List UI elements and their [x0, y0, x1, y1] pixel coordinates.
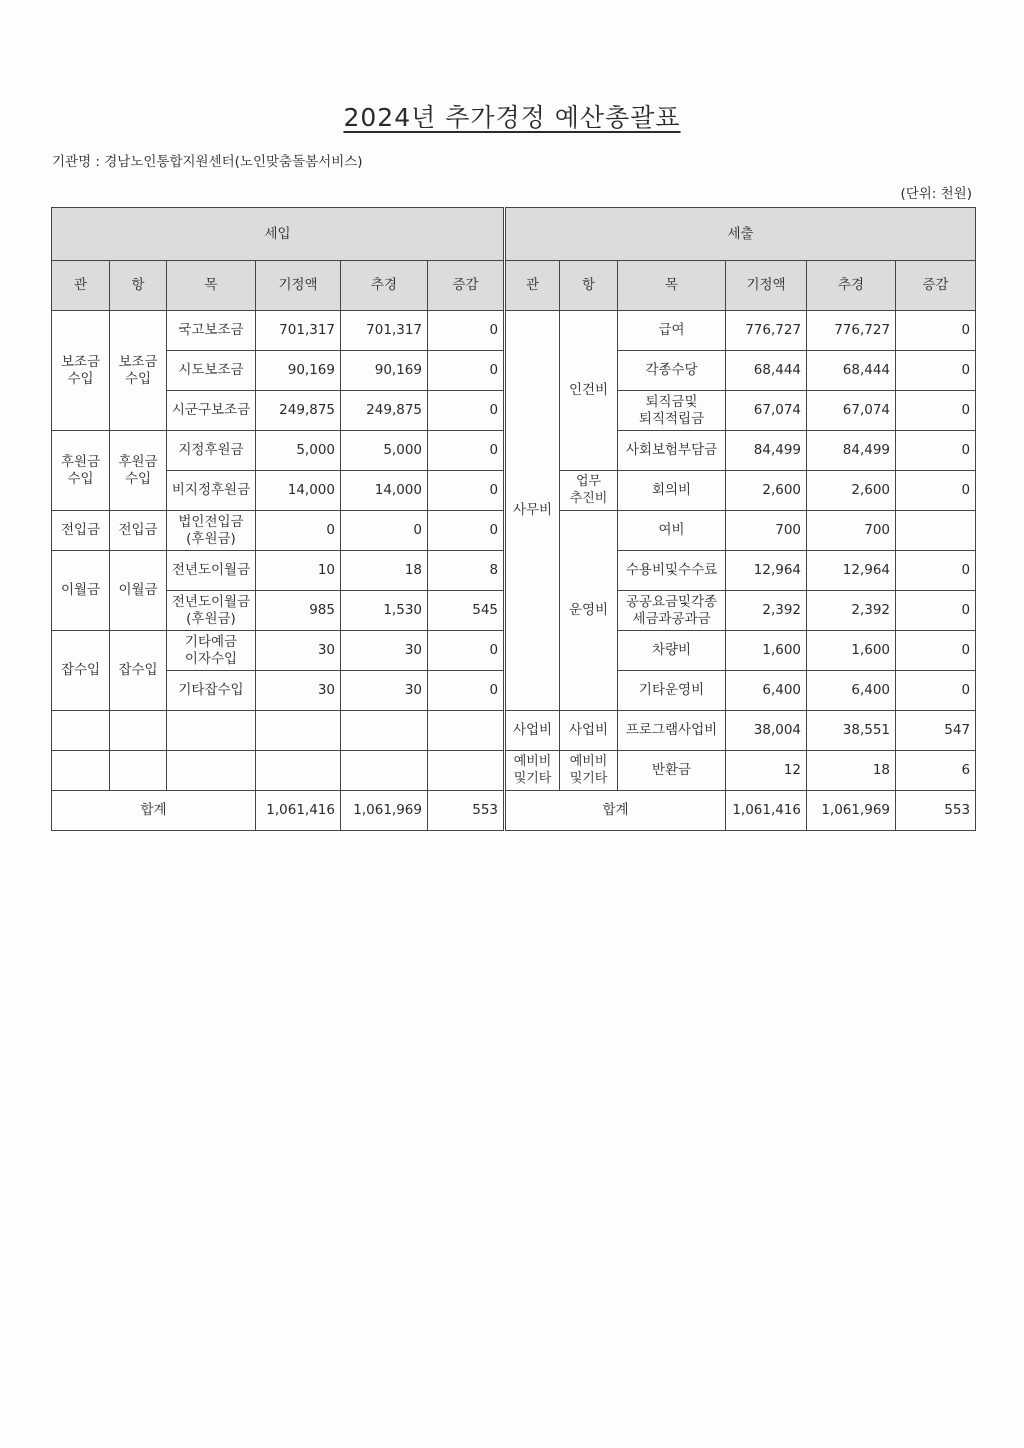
income-revised-header: 추경: [341, 261, 428, 311]
income-empty-cell: [428, 711, 505, 751]
expense-original-cell: 84,499: [726, 431, 807, 471]
income-revised-cell: 18: [341, 551, 428, 591]
income-revised-cell: 90,169: [341, 351, 428, 391]
expense-original-cell: 776,727: [726, 311, 807, 351]
column-header-row: [52, 261, 976, 311]
income-empty-cell: [110, 751, 167, 791]
expense-mok-cell: 사회보험부담금: [618, 431, 726, 471]
expense-revised-cell: 68,444: [807, 351, 896, 391]
income-empty-cell: [110, 711, 167, 751]
expense-revised-cell: 18: [807, 751, 896, 791]
expense-hang-cell: 운영비: [560, 511, 618, 711]
income-mok-header: 목: [167, 261, 256, 311]
expense-change-cell: [896, 511, 976, 551]
income-empty-cell: [256, 751, 341, 791]
expense-mok-cell: 기타운영비: [618, 671, 726, 711]
expense-original-cell: 700: [726, 511, 807, 551]
expense-change-cell: 0: [896, 311, 976, 351]
expense-revised-cell: 6,400: [807, 671, 896, 711]
expense-mok-cell: 회의비: [618, 471, 726, 511]
expense-change-cell: 0: [896, 471, 976, 511]
table-row: [52, 311, 976, 351]
income-gwan-cell: 보조금 수입: [52, 311, 110, 431]
income-section-header: 세입: [52, 208, 505, 261]
income-gwan-header: 관: [52, 261, 110, 311]
income-change-cell: 0: [428, 471, 505, 511]
income-original-cell: 985: [256, 591, 341, 631]
expense-original-cell: 67,074: [726, 391, 807, 431]
expense-change-cell: 0: [896, 391, 976, 431]
income-hang-header: 항: [110, 261, 167, 311]
income-mok-cell: 기타잡수입: [167, 671, 256, 711]
income-change-cell: 0: [428, 631, 505, 671]
income-empty-cell: [341, 751, 428, 791]
expense-revised-cell: 38,551: [807, 711, 896, 751]
expense-mok-cell: 퇴직금및 퇴직적립금: [618, 391, 726, 431]
income-original-header: 기정액: [256, 261, 341, 311]
income-change-cell: 8: [428, 551, 505, 591]
expense-change-cell: 0: [896, 431, 976, 471]
income-gwan-cell: 후원금 수입: [52, 431, 110, 511]
expense-hang-header: 항: [560, 261, 618, 311]
expense-revised-cell: 2,392: [807, 591, 896, 631]
income-total-revised: 1,061,969: [341, 791, 428, 831]
income-mok-cell: 시군구보조금: [167, 391, 256, 431]
unit-label: (단위: 천원): [900, 186, 972, 202]
income-total-original: 1,061,416: [256, 791, 341, 831]
income-change-cell: 0: [428, 431, 505, 471]
expense-hang-cell: 사업비: [560, 711, 618, 751]
expense-section-header: 세출: [505, 208, 976, 261]
section-header-row: [52, 208, 976, 261]
expense-change-header: 증감: [896, 261, 976, 311]
income-revised-cell: 30: [341, 631, 428, 671]
income-mok-cell: 전년도이월금: [167, 551, 256, 591]
income-revised-cell: 14,000: [341, 471, 428, 511]
expense-mok-cell: 공공요금및각종 세금과공과금: [618, 591, 726, 631]
expense-revised-header: 추경: [807, 261, 896, 311]
income-change-cell: 0: [428, 351, 505, 391]
expense-gwan-header: 관: [505, 261, 560, 311]
expense-gwan-cell: 사무비: [505, 311, 560, 711]
income-empty-cell: [341, 711, 428, 751]
expense-original-cell: 12,964: [726, 551, 807, 591]
expense-original-cell: 68,444: [726, 351, 807, 391]
income-original-cell: 90,169: [256, 351, 341, 391]
income-original-cell: 701,317: [256, 311, 341, 351]
expense-total-revised: 1,061,969: [807, 791, 896, 831]
expense-change-cell: 0: [896, 671, 976, 711]
expense-gwan-cell: 예비비 및기타: [505, 751, 560, 791]
income-hang-cell: 이월금: [110, 551, 167, 631]
page-title: [0, 98, 1024, 134]
expense-original-cell: 2,392: [726, 591, 807, 631]
income-original-cell: 30: [256, 671, 341, 711]
income-hang-cell: 전입금: [110, 511, 167, 551]
income-empty-cell: [256, 711, 341, 751]
expense-hang-cell: 업무 추진비: [560, 471, 618, 511]
income-revised-cell: 30: [341, 671, 428, 711]
income-empty-cell: [428, 751, 505, 791]
expense-hang-cell: 인건비: [560, 311, 618, 471]
income-total-change: 553: [428, 791, 505, 831]
income-hang-cell: 잡수입: [110, 631, 167, 711]
expense-mok-cell: 여비: [618, 511, 726, 551]
income-gwan-cell: 잡수입: [52, 631, 110, 711]
income-original-cell: 0: [256, 511, 341, 551]
expense-change-cell: 0: [896, 591, 976, 631]
expense-original-cell: 1,600: [726, 631, 807, 671]
expense-mok-cell: 반환금: [618, 751, 726, 791]
expense-original-cell: 12: [726, 751, 807, 791]
expense-change-cell: 0: [896, 631, 976, 671]
income-mok-cell: 지정후원금: [167, 431, 256, 471]
expense-revised-cell: 2,600: [807, 471, 896, 511]
expense-revised-cell: 67,074: [807, 391, 896, 431]
income-change-cell: 0: [428, 391, 505, 431]
income-change-cell: 0: [428, 671, 505, 711]
expense-original-cell: 2,600: [726, 471, 807, 511]
expense-mok-cell: 차량비: [618, 631, 726, 671]
income-total-label: 합계: [52, 791, 256, 831]
expense-total-label: 합계: [505, 791, 726, 831]
income-change-cell: 0: [428, 511, 505, 551]
table-row: [52, 711, 976, 751]
income-revised-cell: 1,530: [341, 591, 428, 631]
income-original-cell: 14,000: [256, 471, 341, 511]
expense-original-cell: 6,400: [726, 671, 807, 711]
income-mok-cell: 법인전입금 (후원금): [167, 511, 256, 551]
income-revised-cell: 5,000: [341, 431, 428, 471]
expense-total-original: 1,061,416: [726, 791, 807, 831]
expense-gwan-cell: 사업비: [505, 711, 560, 751]
expense-change-cell: 0: [896, 551, 976, 591]
expense-original-header: 기정액: [726, 261, 807, 311]
income-mok-cell: 전년도이월금 (후원금): [167, 591, 256, 631]
income-original-cell: 249,875: [256, 391, 341, 431]
income-revised-cell: 701,317: [341, 311, 428, 351]
income-original-cell: 5,000: [256, 431, 341, 471]
table-row: [52, 751, 976, 791]
income-revised-cell: 0: [341, 511, 428, 551]
income-mok-cell: 기타예금 이자수입: [167, 631, 256, 671]
expense-revised-cell: 700: [807, 511, 896, 551]
income-empty-cell: [52, 751, 110, 791]
organization-line: 기관명 : 경남노인통합지원센터(노인맞춤돌봄서비스): [52, 154, 363, 170]
income-revised-cell: 249,875: [341, 391, 428, 431]
income-original-cell: 10: [256, 551, 341, 591]
expense-total-change: 553: [896, 791, 976, 831]
income-empty-cell: [167, 751, 256, 791]
income-mok-cell: 비지정후원금: [167, 471, 256, 511]
income-empty-cell: [167, 711, 256, 751]
title-text: 2024년 추가경정 예산총괄표: [343, 103, 681, 132]
income-change-header: 증감: [428, 261, 505, 311]
expense-change-cell: 547: [896, 711, 976, 751]
total-row: [52, 791, 976, 831]
expense-mok-header: 목: [618, 261, 726, 311]
income-change-cell: 545: [428, 591, 505, 631]
income-gwan-cell: 전입금: [52, 511, 110, 551]
income-hang-cell: 보조금 수입: [110, 311, 167, 431]
expense-change-cell: 6: [896, 751, 976, 791]
income-original-cell: 30: [256, 631, 341, 671]
expense-mok-cell: 수용비및수수료: [618, 551, 726, 591]
expense-change-cell: 0: [896, 351, 976, 391]
expense-mok-cell: 프로그램사업비: [618, 711, 726, 751]
income-empty-cell: [52, 711, 110, 751]
expense-original-cell: 38,004: [726, 711, 807, 751]
income-mok-cell: 시도보조금: [167, 351, 256, 391]
expense-mok-cell: 각종수당: [618, 351, 726, 391]
income-hang-cell: 후원금 수입: [110, 431, 167, 511]
budget-summary-table: [51, 207, 976, 831]
expense-revised-cell: 776,727: [807, 311, 896, 351]
expense-hang-cell: 예비비 및기타: [560, 751, 618, 791]
expense-revised-cell: 1,600: [807, 631, 896, 671]
income-mok-cell: 국고보조금: [167, 311, 256, 351]
expense-mok-cell: 급여: [618, 311, 726, 351]
income-gwan-cell: 이월금: [52, 551, 110, 631]
expense-revised-cell: 12,964: [807, 551, 896, 591]
expense-revised-cell: 84,499: [807, 431, 896, 471]
income-change-cell: 0: [428, 311, 505, 351]
